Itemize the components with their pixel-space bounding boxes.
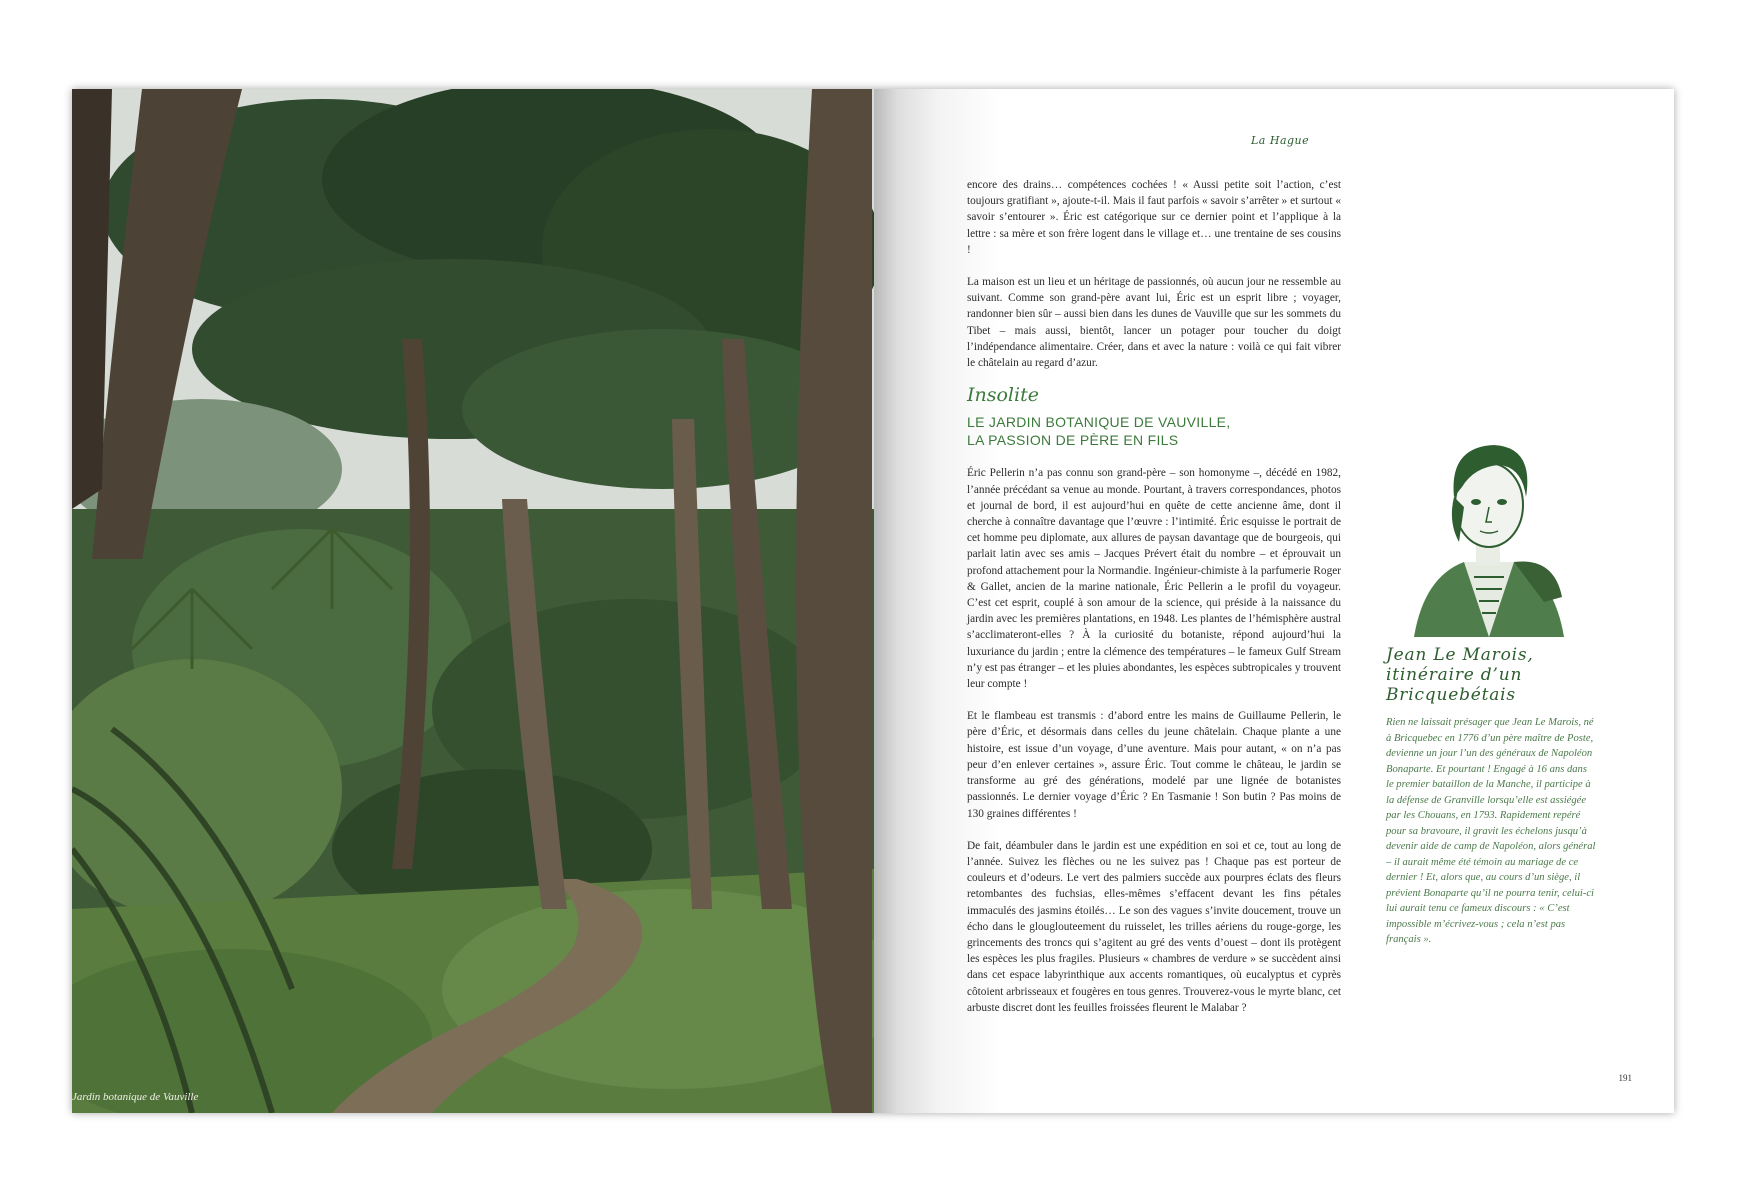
body-paragraph-3: De fait, déambuler dans le jardin est une expédition en soi et ce, tout au long de l’année. Suivez les flèches ou ne les suivez pas ! Chaque pas est porteur de couleurs et d’odeurs. Le vert des palmiers succède aux pourpres éclats des fleurs retombantes des fuchsias, elles-mêmes s’effacent devant les fins pétales immaculés des jasmins étoilés… Le son des vagues s’invite doucement, trouve un écho dans le glouglouteement du ruisselet, les trilles aériens du rouge-gorge, les grincements des troncs qui s’agitent au gré des vents d’ouest – dont ils protègent les espèces les plus fragiles. Plusieurs « chambres de verdure » se succèdent ainsi dans cet espace labyrinthique aux accents romantiques, où eucalyptus et cyprès côtoient arbrisseaux et fougères en tous genres. Trouverez-vous le myrte blanc, cet arbuste discret dont les feuilles froissées fleurent le Malabar ? (967, 839, 1341, 1014)
magazine-spread (72, 89, 1674, 1113)
sidebar-box (1386, 427, 1596, 948)
section-title (967, 413, 1341, 449)
body-paragraph-1: Éric Pellerin n’a pas connu son grand-père – son homonyme –, décédé en 1982, l’année précédant sa venue au monde. Pourtant, à travers correspondances, photos et journal de bord, il est aujourd’hui en quête de cette ancienne âme, dont il cherche à connaître davantage que l’œuvre : l’intimité. Éric esquisse le portrait de cet homme peu diplomate, aux allures de paysan davantage que de bourgeois, qui parlait latin avec ses amis – Jacques Prévert était du nombre – et éprouvait un profond attachement pour la Normandie. Ingénieur-chimiste à la parfumerie Roger & Gallet, ancien de la marine nationale, Éric Pellerin a le profil du voyageur. C’est cet esprit, couplé à son amour de la science, qui préside à la naissance du jardin avec les premières plantations, en 1948. Les plantes de l’hémisphère austral s’acclimateront-elles ? À la curiosité du botaniste, répond aujourd’hui la luxuriance du jardin ; entre la clémence des températures – le fameux Gulf Stream n’y est pas étranger – et les pluies abondantes, les espèces subtropicales y trouvent leur compte ! (967, 467, 1341, 691)
intro-paragraph-2: La maison est un lieu et un héritage de passionnés, où aucun jour ne ressemble au suivant. Comme son grand-père avant lui, Éric est un esprit libre ; voyager, randonner bien sûr – aussi bien dans les dunes de Vauville que sur les sommets du Tibet – mais aussi, bientôt, lancer un potager pour toucher du doigt l’indépendance alimentaire. Créer, dans et avec la nature : voilà ce qui fait vibrer le châtelain au regard d’azur. (967, 276, 1341, 370)
sidebar-body: Rien ne laissait présager que Jean Le Marois, né à Bricquebec en 1776 d’un père maître de Poste, devienne un jour l’un des généraux de Napoléon Bonaparte. Et pourtant ! Engagé à 16 ans dans le premier bataillon de la Manche, il participe à la défense de Granville lorsqu’elle est assiégée par les Chouans, en 1793. Rapidement repéré pour sa bravoure, il gravit les échelons jusqu’à devenir aide de camp de Napoléon, alors général – il aurait même été témoin au mariage de ce dernier ! Et, alors que, au cours d’un siège, il prévient Bonaparte qu’il ne pourra tenir, celui-ci lui aurait tenu ce fameux discours : « C’est impossible m’écrivez-vous ; cela n’est pas français ». (1386, 717, 1596, 945)
garden-photo (72, 89, 874, 1113)
portrait-illustration (1404, 427, 1569, 637)
section-title-line-1: LE JARDIN BOTANIQUE DE VAUVILLE, (967, 414, 1231, 431)
sidebar-title-line-2: itinéraire d’un (1386, 665, 1523, 685)
body-paragraph-2: Et le flambeau est transmis : d’abord entre les mains de Guillaume Pellerin, le père d’Éric, et désormais dans celles du jeune châtelain. Chaque plante a une histoire, est issue d’un voyage, d’une aventure. Mais pour autant, « on n’a pas peur d’en enlever certaines », assure Éric. Tout comme le château, le jardin se transforme au gré des générations, modelé par une lignée de botanistes passionnés. Le dernier voyage d’Éric ? En Tasmanie ! Son butin ? Pas moins de 130 graines différentes ! (967, 710, 1341, 820)
intro-paragraph-1: encore des drains… compétences cochées ! « Aussi petite soit l’action, c’est toujours gratifiant », ajoute-t-il. Mais il faut parfois « savoir s’arrêter » et surtout « savoir s’entourer ». Éric est catégorique sur ce dernier point et l’applique à la lettre : sa mère et son frère logent dans le village et… une trentaine de ses cousins ! (967, 179, 1341, 256)
photo-caption: Jardin botanique de Vauville (72, 1091, 199, 1103)
right-page (874, 89, 1674, 1113)
garden-illustration (72, 89, 874, 1113)
main-column (967, 177, 1341, 1032)
sidebar-title-line-3: Bricquebétais (1386, 685, 1516, 705)
running-head: La Hague (1251, 134, 1310, 147)
sidebar-title (1386, 645, 1596, 705)
section-kicker: Insolite (967, 384, 1039, 407)
sidebar-title-line-1: Jean Le Marois, (1386, 645, 1534, 665)
page-number: 191 (1618, 1073, 1632, 1083)
section-title-line-2: LA PASSION DE PÈRE EN FILS (967, 432, 1179, 449)
